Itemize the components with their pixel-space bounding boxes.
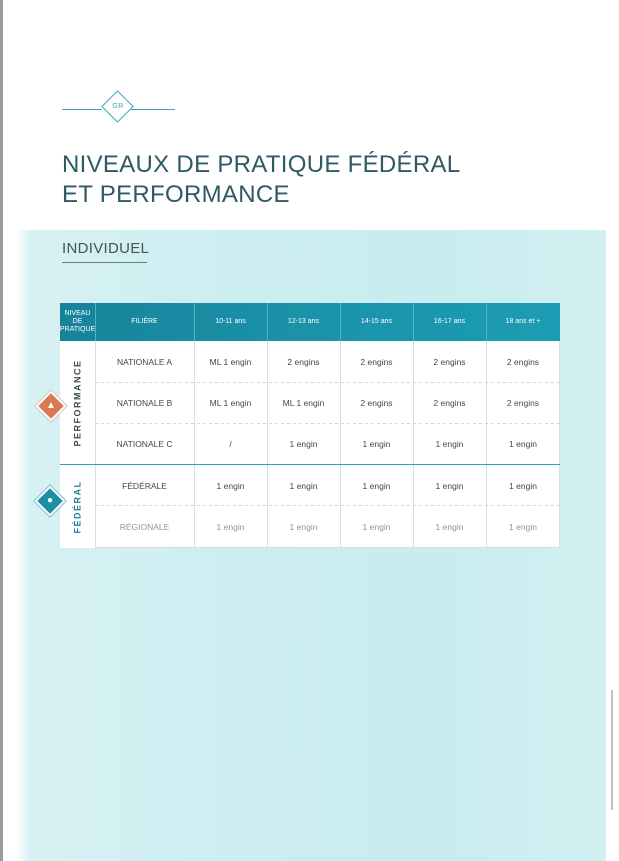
row-filiere: FÉDÉRALE bbox=[122, 480, 167, 491]
table-cell: 1 engin bbox=[509, 480, 537, 491]
table-cell: 1 engin bbox=[216, 480, 245, 491]
table-cell: 1 engin bbox=[435, 480, 464, 491]
ornament-badge-text: GR bbox=[112, 103, 124, 110]
page-title-line1: NIVEAUX DE PRATIQUE FÉDÉRAL bbox=[62, 151, 461, 178]
table-cell: ML 1 engin bbox=[209, 397, 252, 408]
page-title-line2: ET PERFORMANCE bbox=[62, 181, 290, 208]
ornament-line-left bbox=[62, 109, 102, 110]
header-niveau-line2: PRATIQUE bbox=[59, 326, 96, 333]
table-cell: 1 engin bbox=[362, 438, 391, 449]
table-cell: 1 engin bbox=[362, 480, 391, 491]
table-cell: 2 engins bbox=[506, 397, 540, 408]
row-filiere: RÉGIONALE bbox=[119, 521, 170, 532]
group-federal bbox=[60, 465, 95, 548]
table-cell: 1 engin bbox=[289, 521, 318, 532]
thumbs-up-icon: ▲ bbox=[35, 390, 66, 421]
table-cell: 1 engin bbox=[289, 480, 318, 491]
header-16-17: 16-17 ans bbox=[433, 318, 466, 325]
group-performance bbox=[60, 341, 95, 464]
ornament-line-right bbox=[131, 109, 175, 110]
table-cell: 2 engins bbox=[287, 356, 320, 367]
section-title: INDIVIDUEL bbox=[62, 240, 150, 257]
table-cell: ML 1 engin bbox=[282, 397, 325, 408]
table-cell: 2 engins bbox=[433, 397, 466, 408]
header-12-13: 12-13 ans bbox=[287, 318, 320, 325]
header-10-11: 10-11 ans bbox=[215, 318, 246, 325]
table-cell: / bbox=[229, 438, 232, 449]
section-underline bbox=[62, 262, 147, 263]
table-cell: 1 engin bbox=[435, 521, 464, 532]
row-filiere: NATIONALE C bbox=[116, 438, 173, 449]
row-filiere: NATIONALE A bbox=[116, 356, 173, 367]
header-filiere: FILIÈRE bbox=[131, 318, 158, 325]
table-cell: 1 engin bbox=[509, 521, 537, 532]
group-performance-label: PERFORMANCE bbox=[72, 358, 83, 447]
group-federal-label: FÉDÉRAL bbox=[72, 480, 83, 533]
header-14-15: 14-15 ans bbox=[360, 318, 393, 325]
table-cell: 1 engin bbox=[509, 438, 537, 449]
table-cell: 2 engins bbox=[360, 397, 393, 408]
row-filiere: NATIONALE B bbox=[116, 397, 173, 408]
table-cell: 1 engin bbox=[216, 521, 245, 532]
table-cell: 2 engins bbox=[360, 356, 393, 367]
header-niveau-line1: NIVEAU DE bbox=[64, 310, 91, 325]
header-niveau bbox=[60, 303, 95, 341]
levels-table bbox=[60, 303, 560, 548]
table-cell: 2 engins bbox=[506, 356, 540, 367]
page-edge bbox=[0, 0, 3, 861]
header-18-plus: 18 ans et + bbox=[505, 318, 541, 325]
group-icon: ● bbox=[34, 485, 65, 516]
table-cell: ML 1 engin bbox=[209, 356, 252, 367]
table-cell: 1 engin bbox=[362, 521, 391, 532]
table-cell: 1 engin bbox=[435, 438, 464, 449]
page-edge-right bbox=[611, 690, 613, 810]
table-cell: 1 engin bbox=[289, 438, 318, 449]
table-cell: 2 engins bbox=[433, 356, 466, 367]
page-title bbox=[62, 150, 482, 210]
